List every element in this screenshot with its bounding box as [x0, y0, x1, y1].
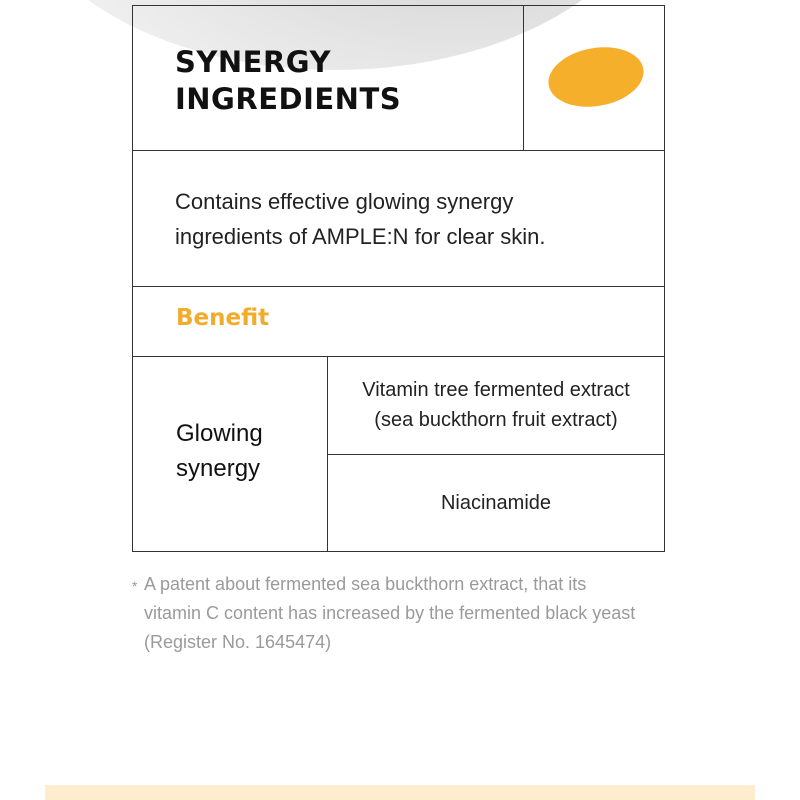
bottom-color-band: [45, 785, 755, 800]
synergy-label: Glowing synergy: [176, 420, 263, 482]
synergy-ingredients-table: [132, 5, 665, 552]
ingredient-item: Niacinamide: [440, 491, 552, 514]
synergy-label-cell: [133, 357, 328, 551]
synergy-row: [133, 357, 664, 551]
ingredients-list: [328, 357, 664, 551]
ingredient-item: Vitamin tree fermented extract (sea buckthorn fruit extract): [328, 357, 664, 455]
title-row: [133, 6, 664, 151]
description-row: [133, 151, 664, 287]
icon-cell: [524, 6, 664, 150]
orange-pill-icon: [544, 40, 649, 114]
description-text: Contains effective glowing synergy ingredients of AMPLE:N for clear skin.: [175, 189, 546, 249]
patent-footnote: [132, 570, 692, 657]
title-cell: [133, 6, 524, 150]
benefit-heading: Benefit: [176, 305, 270, 331]
footnote-asterisk: *: [132, 578, 138, 594]
benefit-row: [133, 287, 664, 357]
footnote-text: A patent about fermented sea buckthorn extract, that its vitamin C content has increased by the fermented black yeast (Register No. 1645474): [144, 574, 636, 652]
section-title: SYNERGY INGREDIENTS: [175, 45, 402, 116]
